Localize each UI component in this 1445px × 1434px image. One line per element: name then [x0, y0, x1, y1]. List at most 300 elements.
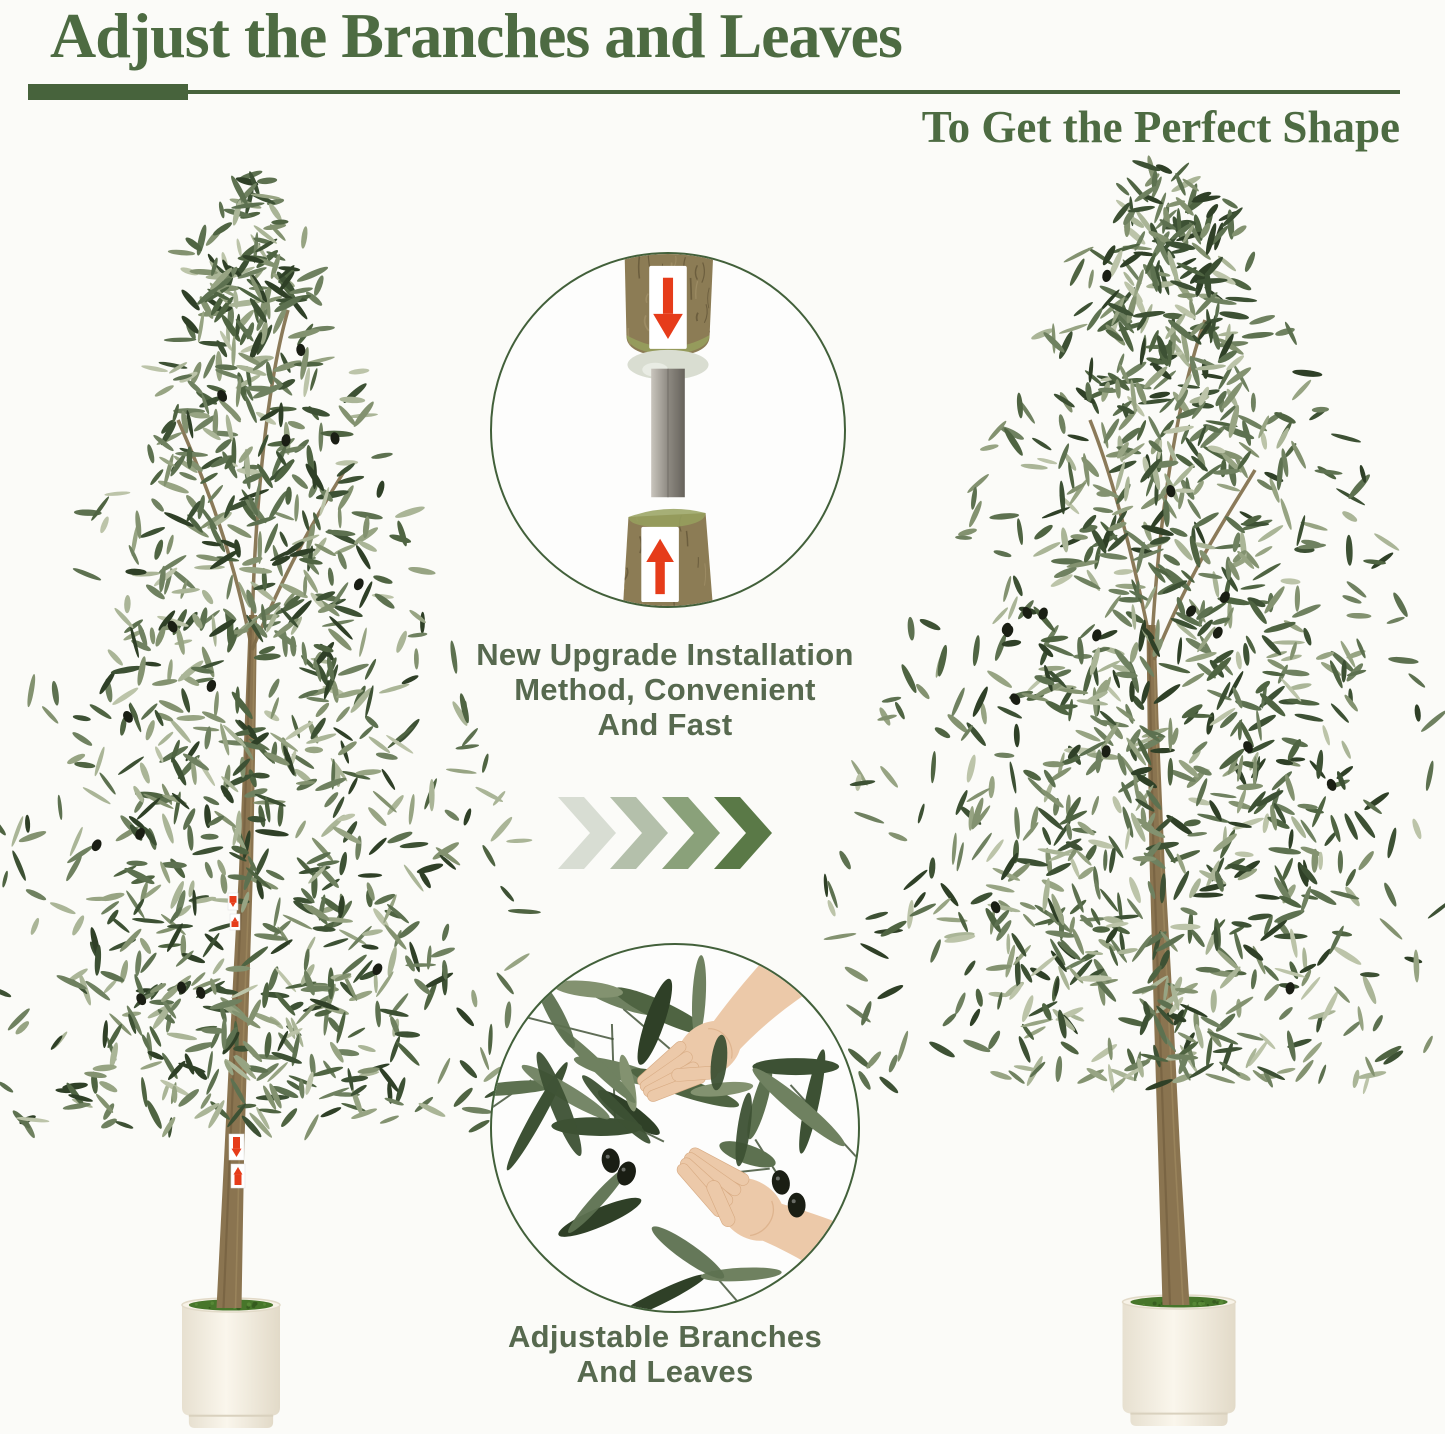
olive-leaf — [348, 368, 369, 376]
olive-leaf — [955, 842, 965, 872]
olive-leaf — [1210, 792, 1237, 799]
title-underline-block — [28, 84, 188, 100]
olive-leaf — [1340, 740, 1352, 760]
olive-leaf — [1302, 627, 1313, 646]
olive-leaf — [397, 919, 422, 941]
olive-leaf — [49, 900, 77, 916]
olive-leaf — [257, 805, 267, 828]
olive-leaf — [1090, 795, 1100, 816]
olive-leaf — [294, 494, 300, 522]
olive-leaf — [309, 368, 319, 392]
olive-leaf — [263, 522, 280, 554]
olive-leaf — [1041, 506, 1070, 520]
olive-leaf — [950, 687, 967, 718]
planter-pot — [1123, 1295, 1236, 1426]
olive-leaf — [608, 1269, 708, 1311]
progress-chevrons — [558, 797, 772, 869]
trunk-connector-illustration — [492, 254, 844, 606]
olive-leaf — [1170, 848, 1201, 864]
olive-leaf — [149, 627, 156, 644]
olive-leaf — [72, 566, 102, 582]
olive-leaf — [200, 588, 215, 606]
olive-leaf — [57, 795, 63, 821]
olive-leaf — [1111, 795, 1124, 814]
olive-leaf — [1241, 942, 1265, 962]
olive-leaf — [1261, 813, 1270, 834]
olive-leaf — [104, 491, 130, 497]
olive-leaf — [989, 512, 1019, 521]
olive-leaf — [1149, 390, 1171, 399]
olive-leaf — [1276, 1067, 1295, 1075]
olive-leaf — [968, 1008, 982, 1028]
olive-leaf — [41, 705, 60, 725]
olive-leaf — [1016, 518, 1025, 545]
olive-leaf — [1115, 583, 1146, 590]
olive-leaf — [362, 928, 384, 937]
olive-leaf — [1235, 651, 1243, 670]
olive-leaf — [18, 829, 47, 844]
olive-leaf — [1278, 1005, 1295, 1021]
olive-leaf — [503, 952, 531, 973]
olive-leaf — [1019, 963, 1034, 984]
olive-leaf — [347, 777, 359, 796]
olive-leaf — [1162, 552, 1182, 567]
olive-leaf — [985, 883, 1015, 894]
olive-leaf — [1360, 974, 1378, 1005]
olive-leaf — [331, 824, 363, 846]
olive-leaf — [1255, 893, 1280, 900]
olive-leaf — [902, 868, 929, 891]
olive-leaf — [1222, 424, 1255, 441]
olive-leaf — [991, 606, 1009, 625]
olive-leaf — [1041, 878, 1051, 912]
olive-leaf — [1342, 594, 1363, 606]
olive-leaf — [192, 1065, 209, 1082]
olive-leaf — [1, 870, 9, 888]
olive-leaf — [1060, 527, 1070, 553]
olive-leaf — [1197, 812, 1231, 824]
hands-adjusting-illustration — [492, 945, 858, 1311]
olive-leaf — [1320, 990, 1340, 1023]
olive-leaf — [1214, 302, 1220, 319]
olive-leaf — [878, 765, 899, 790]
olive-leaf — [347, 1026, 366, 1039]
olive-leaf — [1330, 702, 1351, 724]
tree-foliage — [823, 155, 1445, 1095]
olive-leaf — [878, 1075, 900, 1095]
olive-leaf — [274, 966, 298, 993]
olive-leaf — [856, 1070, 872, 1092]
olive-leaf — [907, 617, 916, 641]
olive-leaf — [158, 698, 185, 715]
installation-caption — [445, 637, 885, 742]
olive-leaf — [979, 443, 999, 452]
olive-leaf — [71, 730, 94, 748]
olive-leaf — [1099, 888, 1120, 913]
olive-leaf — [474, 785, 504, 804]
olive-leaf — [414, 648, 419, 669]
olive-leaf — [986, 1029, 1002, 1050]
olive-leaf — [837, 849, 853, 870]
olive-leaf — [1007, 596, 1020, 621]
olive-leaf — [974, 988, 984, 1007]
olive-leaf — [1250, 969, 1258, 990]
chevron-right-icon — [558, 797, 616, 869]
olive-leaf — [375, 751, 398, 761]
olive-leaf — [378, 682, 410, 695]
olive-leaf — [499, 885, 516, 903]
olive-leaf — [918, 617, 941, 632]
olive-leaf — [290, 636, 297, 657]
olive-leaf — [461, 1106, 492, 1116]
olive-leaf — [100, 1117, 119, 1131]
olive-leaf — [408, 565, 436, 576]
olive-leaf — [0, 811, 8, 837]
olive-leaf — [139, 951, 159, 974]
olive-leaf — [254, 792, 287, 808]
installation-inset-circle — [490, 252, 846, 608]
olive-leaf — [1147, 415, 1163, 441]
olive-leaf — [455, 1006, 476, 1028]
olive-leaf — [176, 715, 205, 722]
olive-leaf — [265, 868, 286, 882]
olive-leaf — [106, 648, 125, 667]
olive-leaf — [1090, 1042, 1119, 1064]
olive-leaf — [305, 732, 337, 746]
olive-leaf — [1014, 856, 1048, 868]
olive-leaf — [144, 719, 157, 741]
olive-leaf — [1262, 670, 1284, 677]
olive-leaf — [1330, 432, 1361, 444]
olive-leaf — [1346, 472, 1372, 500]
olive-leaf — [1292, 369, 1323, 379]
olive-leaf — [1262, 982, 1281, 1002]
olive-leaf — [962, 1037, 992, 1054]
olive-leaf — [1019, 901, 1037, 911]
olive-leaf — [1128, 641, 1140, 663]
olive-leaf — [10, 849, 27, 881]
olive-leaf — [152, 539, 164, 561]
olive-leaf — [314, 776, 347, 794]
olive-leaf — [1331, 944, 1363, 967]
olive-leaf — [1341, 509, 1359, 524]
olive-leaf — [152, 678, 178, 688]
olive-leaf — [203, 861, 214, 879]
olive-leaf — [1373, 532, 1400, 553]
olive-leaf — [150, 497, 166, 514]
olive-leaf — [98, 515, 110, 534]
olive-leaf — [1103, 849, 1108, 871]
olive-leaf — [1039, 787, 1065, 809]
olive-leaf — [1280, 578, 1300, 585]
olive-leaf — [388, 1036, 401, 1064]
olive-leaf — [363, 658, 377, 681]
caption-line: Adjustable Branches — [507, 1319, 823, 1354]
title-underline-line — [188, 90, 1400, 94]
olive-leaf — [1020, 463, 1048, 471]
olive-leaf — [823, 932, 856, 942]
olive-leaf — [1232, 930, 1244, 960]
olive-leaf — [965, 754, 978, 783]
olive-leaf — [1168, 718, 1172, 752]
olive-leaf — [1288, 829, 1295, 849]
olive-leaf — [1059, 1040, 1080, 1057]
olive-leaf — [1299, 885, 1313, 913]
olive-leaf — [985, 838, 1006, 863]
olive-leaf — [0, 986, 12, 999]
olive-leaf — [1344, 868, 1358, 888]
olive-leaf — [1191, 892, 1223, 898]
olive-leaf — [1176, 637, 1183, 665]
olive-leaf — [126, 860, 147, 866]
olive-leaf — [1317, 1064, 1328, 1085]
olive-leaf — [752, 1058, 839, 1075]
olive-leaf — [458, 1058, 479, 1080]
olive-leaf — [192, 845, 224, 857]
olive-leaf — [118, 927, 143, 954]
olive-leaf — [823, 873, 829, 897]
olive-leaf — [192, 889, 197, 916]
olive-leaf — [1345, 535, 1353, 566]
olive-leaf — [1189, 928, 1206, 948]
olive-leaf — [132, 917, 165, 925]
olive-leaf — [1029, 806, 1040, 833]
olive-leaf — [1214, 1011, 1237, 1033]
olive-leaf — [1032, 523, 1054, 542]
olive-leaf — [1158, 661, 1191, 675]
olive-fruit — [1037, 606, 1050, 621]
olive-leaf — [1113, 568, 1133, 575]
olive-leaf — [887, 1054, 899, 1074]
olive-leaf — [994, 752, 1014, 758]
olive-leaf — [98, 771, 117, 795]
olive-leaf — [1231, 686, 1244, 709]
olive-leaf — [124, 595, 131, 613]
olive-leaf — [1221, 197, 1239, 211]
olive-leaf — [372, 574, 393, 586]
olive-leaf — [255, 828, 289, 838]
olive-leaf — [1411, 818, 1424, 840]
olive-leaf — [1289, 440, 1307, 470]
olive-leaf — [436, 1057, 452, 1085]
olive-leaf — [917, 803, 926, 824]
olive-leaf — [70, 914, 86, 937]
olive-leaf — [157, 478, 190, 495]
olive-leaf — [1180, 906, 1199, 917]
olive-leaf — [94, 1092, 114, 1114]
olive-leaf — [271, 219, 288, 225]
olive-leaf — [154, 383, 175, 398]
olive-leaf — [399, 841, 428, 849]
olive-leaf — [1210, 989, 1217, 1013]
olive-leaf — [160, 813, 176, 845]
adjust-inset-circle — [490, 943, 860, 1313]
olive-leaf — [51, 680, 61, 706]
olive-leaf — [98, 1079, 119, 1094]
olive-leaf — [865, 910, 889, 921]
olive-leaf — [1236, 783, 1263, 791]
olive-leaf — [1115, 182, 1131, 197]
olive-leaf — [932, 897, 952, 916]
olive-leaf — [407, 632, 427, 639]
olive-leaf — [1032, 540, 1062, 558]
olive-leaf — [374, 1000, 381, 1027]
olive-leaf — [1251, 393, 1256, 413]
olive-leaf — [879, 919, 908, 939]
olive-fruit — [1325, 777, 1338, 792]
olive-leaf — [314, 701, 331, 719]
olive-leaf — [1243, 251, 1257, 274]
olive-leaf — [206, 1051, 214, 1080]
olive-leaf — [506, 838, 532, 844]
olive-leaf — [1268, 846, 1302, 856]
olive-leaf — [303, 1113, 321, 1141]
olive-leaf — [481, 753, 490, 773]
olive-leaf — [1218, 1060, 1242, 1077]
olive-leaf — [1087, 269, 1095, 289]
olive-leaf — [1181, 671, 1206, 688]
olive-leaf — [1404, 955, 1423, 964]
olive-leaf — [1013, 724, 1020, 748]
olive-leaf — [312, 274, 325, 296]
olive-leaf — [1016, 392, 1024, 418]
olive-leaf — [115, 1120, 134, 1130]
olive-leaf — [166, 1031, 197, 1042]
olive-leaf — [966, 787, 991, 804]
olive-leaf — [1388, 656, 1419, 665]
caption-line: And Fast — [597, 707, 733, 742]
olive-leaf — [864, 1050, 883, 1071]
olive-leaf — [82, 786, 112, 806]
olive-leaf — [358, 627, 368, 657]
olive-leaf — [305, 746, 324, 753]
olive-leaf — [141, 364, 169, 374]
olive-leaf — [1235, 851, 1254, 858]
olive-leaf — [25, 815, 31, 833]
olive-leaf — [216, 859, 228, 877]
olive-leaf — [1063, 245, 1095, 264]
olive-leaf — [470, 989, 478, 1007]
olive-leaf — [224, 414, 234, 442]
olive-leaf — [1420, 709, 1445, 734]
olive-leaf — [282, 913, 313, 931]
olive-leaf — [1013, 807, 1020, 840]
olive-leaf — [338, 506, 343, 529]
olive-leaf — [443, 808, 460, 823]
olive-leaf — [888, 831, 909, 843]
olive-leaf — [337, 662, 370, 678]
olive-leaf — [508, 908, 541, 914]
olive-leaf — [140, 1060, 163, 1071]
olive-leaf — [993, 549, 1012, 559]
olive-leaf — [1021, 821, 1039, 842]
olive-leaf — [1288, 960, 1300, 980]
olive-leaf — [930, 751, 937, 784]
olive-leaf — [1260, 633, 1283, 657]
olive-leaf — [1079, 455, 1101, 479]
olive-leaf — [455, 743, 479, 750]
olive-leaf — [1235, 788, 1247, 814]
olive-leaf — [231, 336, 236, 368]
olive-leaf — [446, 767, 477, 775]
olive-leaf — [164, 337, 197, 342]
caption-line: And Leaves — [576, 1354, 754, 1389]
olive-leaf — [928, 1039, 957, 1059]
olive-leaf — [1378, 917, 1403, 941]
olive-leaf — [139, 525, 166, 539]
olive-leaf — [1037, 457, 1058, 466]
planter-pot — [182, 1298, 280, 1428]
olive-leaf — [988, 776, 996, 799]
olive-leaf — [1198, 572, 1223, 580]
olive-leaf — [187, 446, 193, 468]
olive-leaf — [1254, 545, 1273, 559]
olive-leaf — [417, 1101, 446, 1119]
olive-leaf — [0, 1080, 14, 1094]
olive-tree-left — [0, 169, 541, 1428]
olive-leaf — [195, 224, 209, 256]
olive-leaf — [859, 942, 890, 961]
olive-leaf — [1040, 634, 1068, 643]
olive-leaf — [966, 473, 990, 495]
olive-leaf — [196, 553, 221, 562]
olive-leaf — [1356, 1006, 1365, 1032]
olive-leaf — [168, 857, 187, 880]
olive-leaf — [495, 971, 516, 996]
olive-leaf — [1386, 616, 1405, 626]
olive-leaf — [912, 891, 927, 909]
olive-leaf — [1266, 815, 1291, 831]
olive-leaf — [146, 444, 156, 464]
olive-leaf — [235, 238, 242, 257]
olive-leaf — [1275, 427, 1291, 450]
olive-leaf — [853, 810, 885, 825]
olive-leaf — [1124, 827, 1131, 850]
olive-leaf — [1291, 378, 1313, 401]
olive-leaf — [1186, 498, 1203, 520]
olive-leaf — [323, 937, 349, 949]
olive-fruit — [90, 838, 104, 853]
olive-leaf — [1004, 944, 1017, 978]
olive-leaf — [278, 402, 283, 427]
olive-leaf — [1358, 464, 1367, 483]
olive-leaf — [1175, 488, 1195, 493]
olive-leaf — [1422, 1035, 1435, 1054]
olive-leaf — [487, 1024, 493, 1056]
olive-leaf — [225, 574, 234, 600]
olive-leaf — [1031, 436, 1052, 451]
olive-leaf — [49, 1034, 63, 1051]
chevron-right-icon — [714, 797, 772, 869]
olive-leaf — [1139, 337, 1147, 365]
olive-leaf — [294, 819, 308, 839]
olive-leaf — [136, 656, 148, 687]
olive-leaf — [1098, 284, 1129, 303]
olive-leaf — [341, 1102, 367, 1113]
olive-leaf — [1073, 574, 1102, 592]
olive-leaf — [1241, 331, 1274, 340]
olive-leaf — [462, 808, 473, 827]
olive-leaf — [279, 1106, 299, 1128]
olive-leaf — [1240, 583, 1265, 591]
olive-leaf — [211, 220, 233, 237]
olive-leaf — [111, 686, 140, 707]
olive-leaf — [1006, 934, 1010, 955]
olive-leaf — [1391, 591, 1410, 618]
olive-leaf — [1108, 588, 1130, 596]
olive-leaf — [205, 1068, 221, 1096]
olive-leaf — [1262, 585, 1286, 616]
